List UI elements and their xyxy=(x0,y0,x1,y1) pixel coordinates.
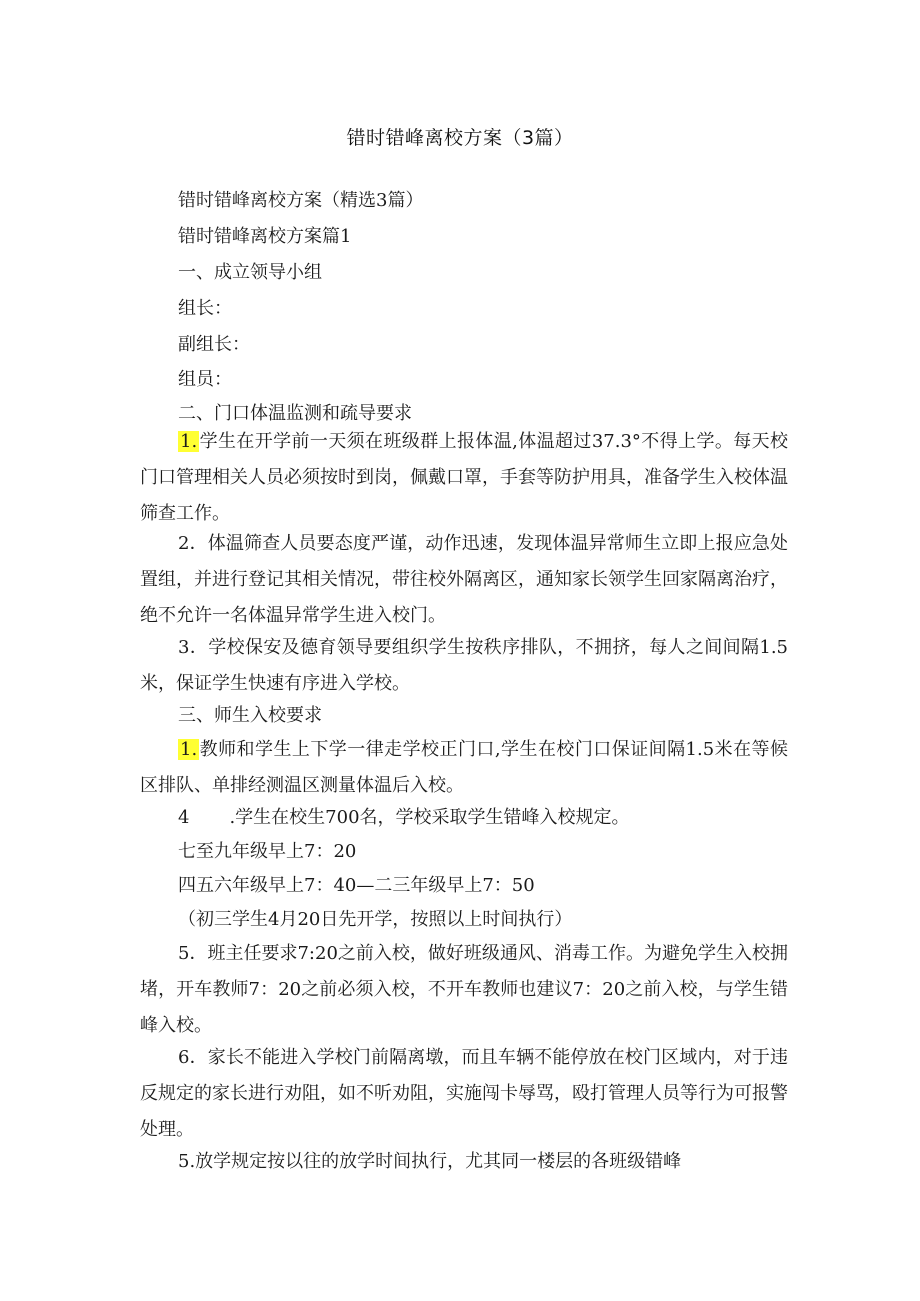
schedule-note: （初三学生4月20日先开学，按照以上时间执行） xyxy=(178,909,573,930)
paragraph-5 xyxy=(178,800,838,836)
document-subtitle: 错时错峰离校方案（精选3篇） xyxy=(178,190,424,211)
paragraph-3: 3．学校保安及德育领导要组织学生按秩序排队，不拥挤，每人之间间隔1.5米，保证学生快速有序进入学校。 xyxy=(140,637,788,694)
leader-line: 组长： xyxy=(178,298,232,319)
vice-leader-line: 副组长： xyxy=(178,334,250,355)
paragraph-8: 5.放学规定按以往的放学时间执行，尤其同一楼层的各班级错峰 xyxy=(178,1151,682,1172)
paragraph-4 xyxy=(140,732,788,804)
paragraph-7: 6．家长不能进入学校门前隔离墩，而且车辆不能停放在校门区域内，对于违反规定的家长进行劝阻，如不听劝阻，实施闯卡辱骂，殴打管理人员等行为可报警处理。 xyxy=(140,1047,788,1140)
heading-gate-temperature: 二、门口体温监测和疏导要求 xyxy=(178,403,412,424)
paragraph-4-text: 教师和学生上下学一律走学校正门口,学生在校门口保证间隔1.5米在等候区排队、单排经测温区测量体温后入校。 xyxy=(140,739,788,796)
paragraph-5-number: 4 xyxy=(178,807,190,828)
paragraph-6: 5．班主任要求7:20之前入校，做好班级通风、消毒工作。为避免学生入校拥堵，开车教师7：20之前必须入校，不开车教师也建议7：20之前入校，与学生错峰入校。 xyxy=(140,943,788,1036)
heading-leadership-group: 一、成立领导小组 xyxy=(178,262,322,283)
highlighted-number: 1. xyxy=(180,431,198,452)
paragraph-2: 2．体温筛查人员要态度严谨，动作迅速，发现体温异常师生立即上报应急处置组，并进行登记其相关情况，带往校外隔离区，通知家长领学生回家隔离治疗，绝不允许一名体温异常学生进入校门。 xyxy=(140,533,788,626)
document-title: 错时错峰离校方案（3篇） xyxy=(346,127,574,149)
highlighted-number: 1. xyxy=(180,739,198,760)
paragraph-1-text: 学生在开学前一天须在班级群上报体温,体温超过37.3°不得上学。每天校门口管理相关人员必须按时到岗，佩戴口罩，手套等防护用具，准备学生入校体温筛查工作。 xyxy=(140,431,788,524)
members-line: 组员： xyxy=(178,369,232,390)
paragraph-1 xyxy=(140,424,788,532)
schedule-line-2: 四五六年级早上7：40—二三年级早上7：50 xyxy=(178,875,535,896)
paragraph-5-text: .学生在校生700名，学校采取学生错峰入校规定。 xyxy=(229,807,630,828)
heading-entry-requirements: 三、师生入校要求 xyxy=(178,705,322,726)
schedule-line-1: 七至九年级早上7：20 xyxy=(178,841,357,862)
section-title: 错时错峰离校方案篇1 xyxy=(178,226,352,247)
